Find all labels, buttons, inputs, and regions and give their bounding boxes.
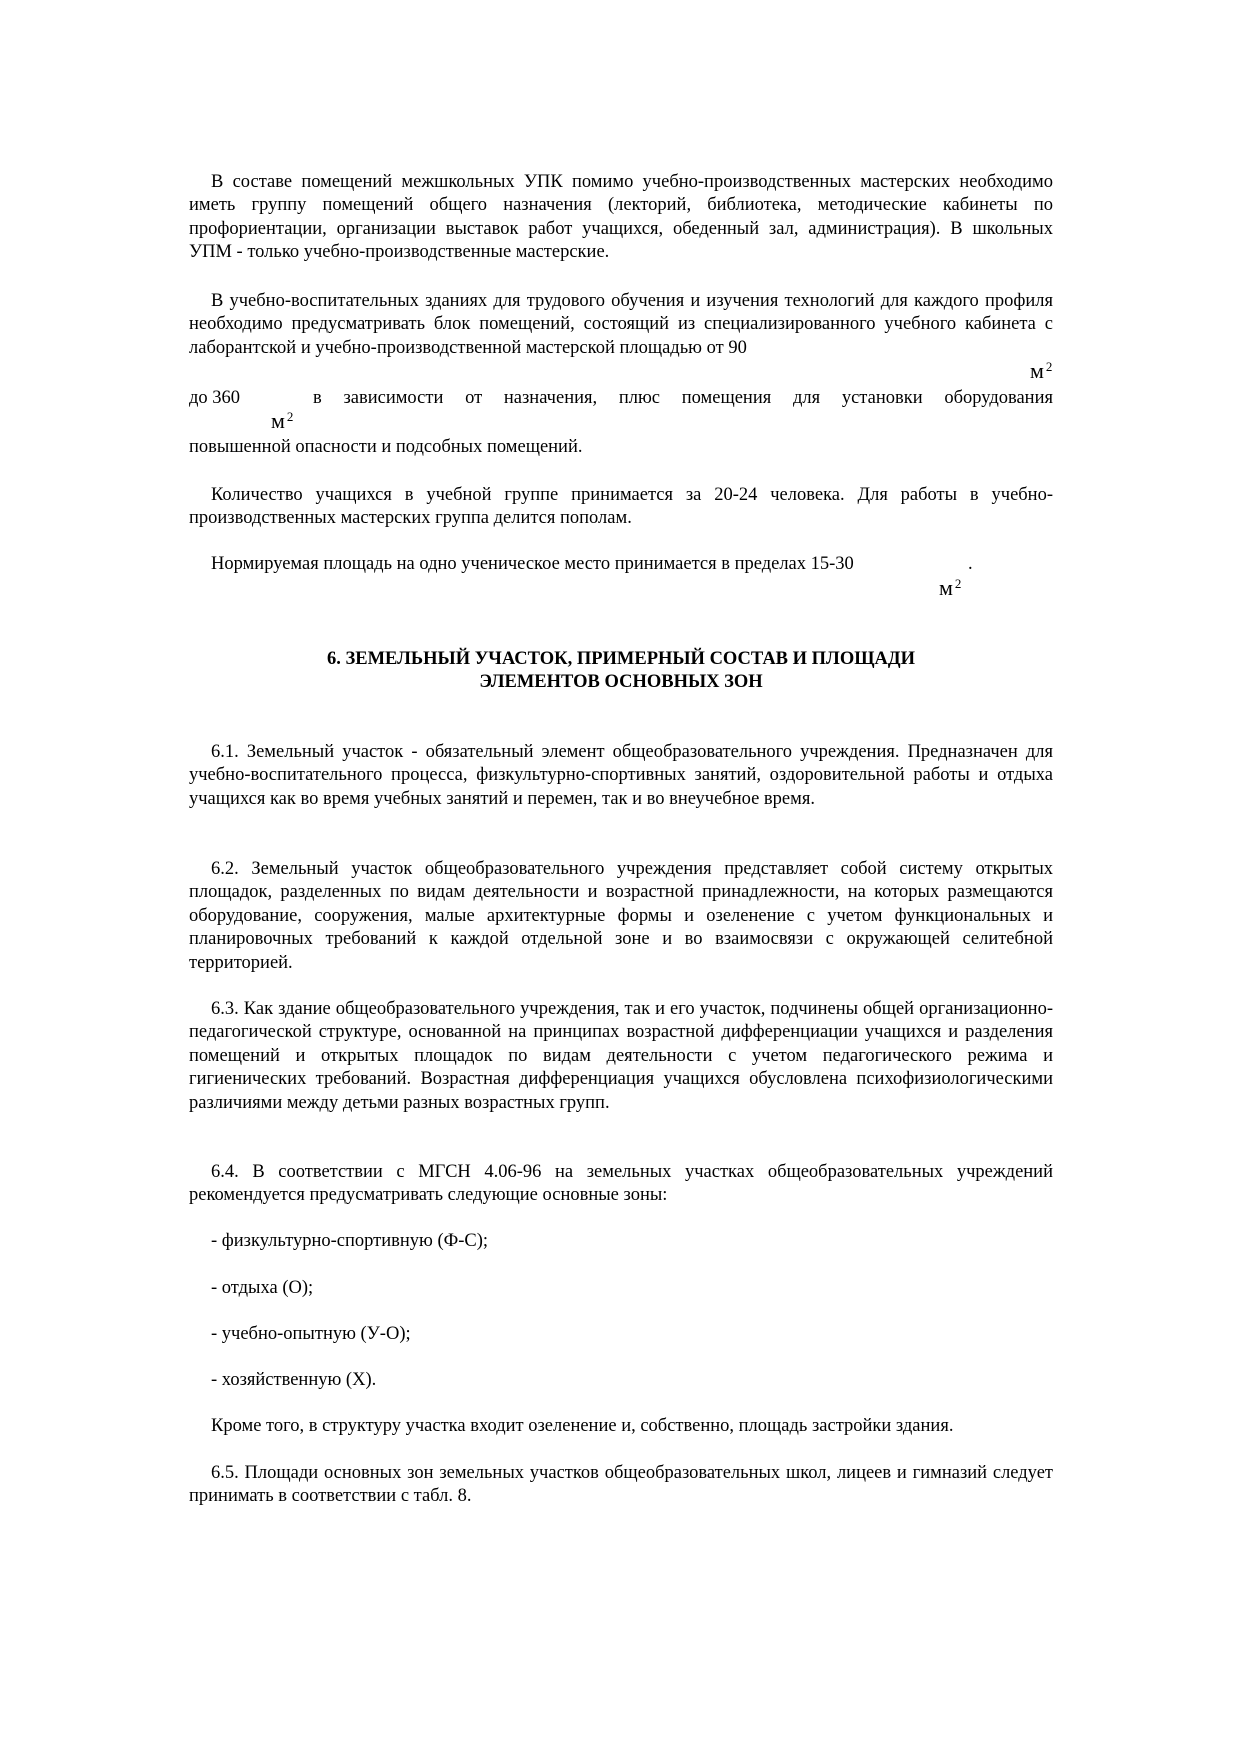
section-heading-line1: 6. ЗЕМЕЛЬНЫЙ УЧАСТОК, ПРИМЕРНЫЙ СОСТАВ И ПЛОЩАДИ bbox=[326, 649, 916, 669]
unit-square-meter: м $^2$ bbox=[1030, 358, 1053, 383]
paragraph-6-2: 6.2. Земельный участок общеобразовательного учреждения представляет собой систему открытых площадок, разделенных по видам деятельности и возрастной принадлежности, на которых размещаются оборудование, сооружения, малые архитектурные формы и озеленение с учетом функциональных и планировочных требований к каждой отдельной зоне и во взаимосвязи с окружающей селитебной территорией. bbox=[189, 859, 1053, 973]
section-heading bbox=[189, 648, 1053, 695]
zone-item: - хозяйственную (Х). bbox=[211, 1370, 377, 1390]
paragraph-6-1: 6.1. Земельный участок - обязательный элемент общеобразовательного учреждения. Предназначен для учебно-воспитательного процесса, физкультурно-спортивных занятий, оздоровительной работы и отдыха учащихся как во время учебных занятий и перемен, так и во внеучебное время. bbox=[189, 742, 1053, 809]
section-heading-line2: ЭЛЕМЕНТОВ ОСНОВНЫХ ЗОН bbox=[479, 672, 763, 693]
paragraph-upk: В составе помещений межшкольных УПК помимо учебно-производственных мастерских необходимо иметь группу помещений общего назначения (лекторий, библиотека, методические кабинеты по профориентации, организации выставок работ учащихся, обеденный зал, администрация). В школьных УПМ - только учебно-производственные мастерские. bbox=[189, 172, 1053, 263]
paragraph-area-norm-end: . bbox=[968, 554, 973, 574]
paragraph-6-5: 6.5. Площади основных зон земельных участков общеобразовательных школ, лицеев и гимназий следует принимать в соответствии с табл. 8. bbox=[189, 1463, 1053, 1507]
workshop-area-text: в зависимости от назначения, плюс помещения для установки оборудования bbox=[313, 388, 1053, 408]
zone-item: - учебно-опытную (У-О); bbox=[211, 1324, 411, 1344]
zone-item: - отдыха (О); bbox=[211, 1278, 314, 1298]
workshop-area-max: до 360 bbox=[189, 388, 241, 408]
workshop-area-end: повышенной опасности и подсобных помещений. bbox=[189, 437, 583, 457]
paragraph-structure: Кроме того, в структуру участка входит озеленение и, собственно, площадь застройки здания. bbox=[211, 1416, 954, 1436]
paragraph-group-size: Количество учащихся в учебной группе принимается за 20-24 человека. Для работы в учебно-производственных мастерских группа делится пополам. bbox=[189, 485, 1053, 529]
unit-square-meter-2: м $^2$ bbox=[271, 408, 294, 433]
paragraph-6-3: 6.3. Как здание общеобразовательного учреждения, так и его участок, подчинены общей организационно-педагогической структуре, основанной на принципах возрастной дифференциации учащихся и разделения помещений и открытых площадок по видам деятельности с учетом педагогического режима и гигиенических требований. Возрастная дифференциация учащихся обусловлена психофизиологическими различиями между детьми разных возрастных групп. bbox=[189, 999, 1053, 1113]
zone-item: - физкультурно-спортивную (Ф-С); bbox=[211, 1231, 489, 1251]
paragraph-workshops: В учебно-воспитательных зданиях для трудового обучения и изучения технологий для каждого профиля необходимо предусматривать блок помещений, состоящий из специализированного учебного кабинета с лаборантской и учебно-производственной мастерской площадью от 90 bbox=[189, 291, 1053, 358]
paragraph-6-4: 6.4. В соответствии с МГСН 4.06-96 на земельных участках общеобразовательных учреждений рекомендуется предусматривать следующие основные зоны: bbox=[189, 1162, 1053, 1206]
unit-square-meter-3: м $^2$ bbox=[939, 575, 962, 600]
paragraph-area-norm: Нормируемая площадь на одно ученическое место принимается в пределах 15-30 bbox=[211, 554, 854, 574]
